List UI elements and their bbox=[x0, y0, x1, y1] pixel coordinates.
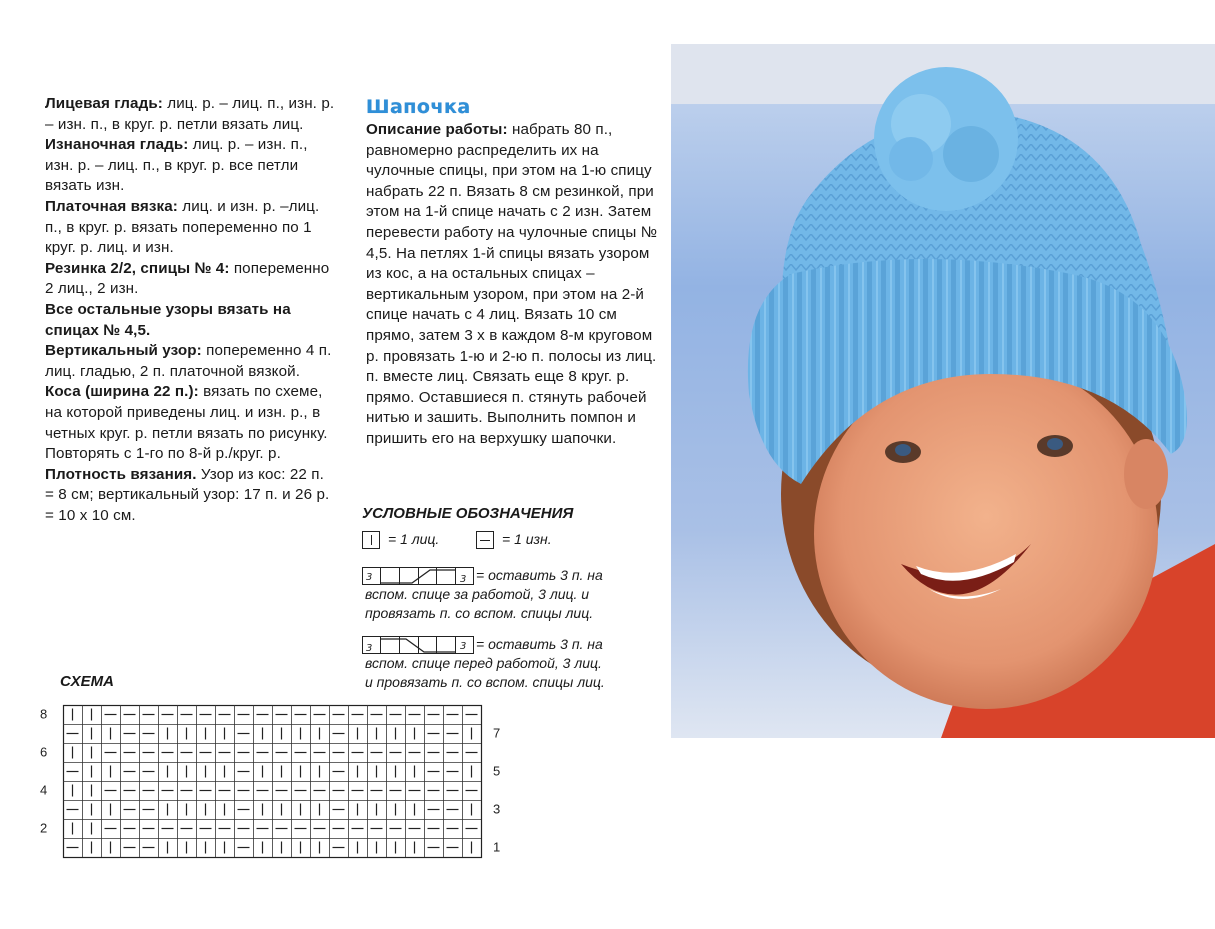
item-gauge: Плотность вязания. Узор из кос: 22 п. = 8 см; вертикальный узор: 17 п. и 26 р. = 10 х 10 см. bbox=[45, 465, 330, 524]
legend-knit: = 1 лиц. bbox=[362, 530, 439, 549]
cable-back-symbol-icon bbox=[362, 567, 474, 585]
svg-text:3: 3 bbox=[366, 572, 373, 584]
row-label-right: 3 bbox=[493, 801, 501, 817]
knit-symbol-icon bbox=[362, 531, 380, 549]
work-description: Описание работы: набрать 80 п., равномерно распределить их на чулочные спицы, при этом на 1-ю спицу набрать 22 п. Вязать 8 см резинкой, при этом на 1-й спице начать с 2 изн. Затем перевести работу на чулочные спицы № 4,5. На петлях 1-й спицы вязать узором из кос, а на остальных спицах – вертикальным узором, при этом на 2-й спице начать с 4 лиц. Вязать 10 см прямо, затем 3 х в каждом 8-м круговом р. провязать 1-ю и 2-ю п. полосы из лиц. п. вместе лиц. Связать еще 8 круг. р. прямо. Оставшиеся п. стянуть рабочей нитью и зашить. Выполнить помпон и пришить его на верхушку шапочки. bbox=[366, 121, 658, 447]
legend-cross-front-line2: вспом. спице перед работой, 3 лиц. bbox=[365, 655, 602, 671]
purl-symbol-icon bbox=[476, 531, 494, 549]
svg-text:3: 3 bbox=[366, 643, 373, 655]
legend-cross-front-line3: и провязать п. со вспом. спицы лиц. bbox=[365, 674, 605, 690]
svg-text:3: 3 bbox=[460, 641, 467, 653]
row-label-left: 6 bbox=[40, 744, 48, 760]
child-hat-photo bbox=[671, 44, 1215, 738]
item-garter-stitch: Платочная вязка: лиц. и изн. р. –лиц. п., в круг. р. вязать попеременно по 1 круг. р. лиц. и изн. bbox=[45, 197, 320, 257]
hat-title: Шапочка bbox=[366, 96, 471, 118]
schema-title: СХЕМА bbox=[60, 673, 114, 690]
middle-column bbox=[366, 96, 658, 450]
legend-cross-back-line3: провязать п. со вспом. спицы лиц. bbox=[365, 605, 594, 621]
knitting-chart bbox=[30, 700, 550, 870]
row-label-right: 7 bbox=[493, 725, 501, 741]
item-purl-stitch: Изнаночная гладь: лиц. р. – изн. п., изн. р. – лиц. п., в круг. р. все петли вязать изн. bbox=[45, 136, 308, 195]
svg-text:3: 3 bbox=[460, 574, 467, 586]
item-cable: Коса (ширина 22 п.): вязать по схеме, на которой приведены лиц. и изн. р., в четных круг. р. петли вязать по рисунку. Повторять с 1-го по 8-й р./круг. р. bbox=[45, 383, 328, 463]
row-label-left: 2 bbox=[40, 820, 48, 836]
item-needles: Все остальные узоры вязать на спицах № 4,5. bbox=[45, 300, 291, 339]
item-vertical-pattern: Вертикальный узор: попеременно 4 п. лиц. гладью, 2 п. платочной вязкой. bbox=[45, 342, 332, 380]
legend-cross-front: 3 3 = оставить 3 п. на bbox=[362, 635, 603, 654]
item-face-stitch: Лицевая гладь: лиц. р. – лиц. п., изн. р. – изн. п., в круг. р. петли вязать лиц. bbox=[45, 95, 335, 133]
legend-heading: УСЛОВНЫЕ ОБОЗНАЧЕНИЯ bbox=[362, 505, 574, 522]
item-rib: Резинка 2/2, спицы № 4: попеременно 2 лиц., 2 изн. bbox=[45, 259, 330, 298]
row-label-right: 5 bbox=[493, 763, 501, 779]
row-label-right: 1 bbox=[493, 839, 501, 855]
legend-purl: = 1 изн. bbox=[476, 530, 552, 549]
legend-cross-back: 3 3 = оставить 3 п. на bbox=[362, 566, 603, 585]
cable-front-symbol-icon bbox=[362, 636, 474, 654]
row-label-left: 4 bbox=[40, 782, 48, 798]
left-column bbox=[45, 94, 337, 526]
row-label-left: 8 bbox=[40, 706, 48, 722]
legend-cross-back-line2: вспом. спице за работой, 3 лиц. и bbox=[365, 586, 590, 602]
